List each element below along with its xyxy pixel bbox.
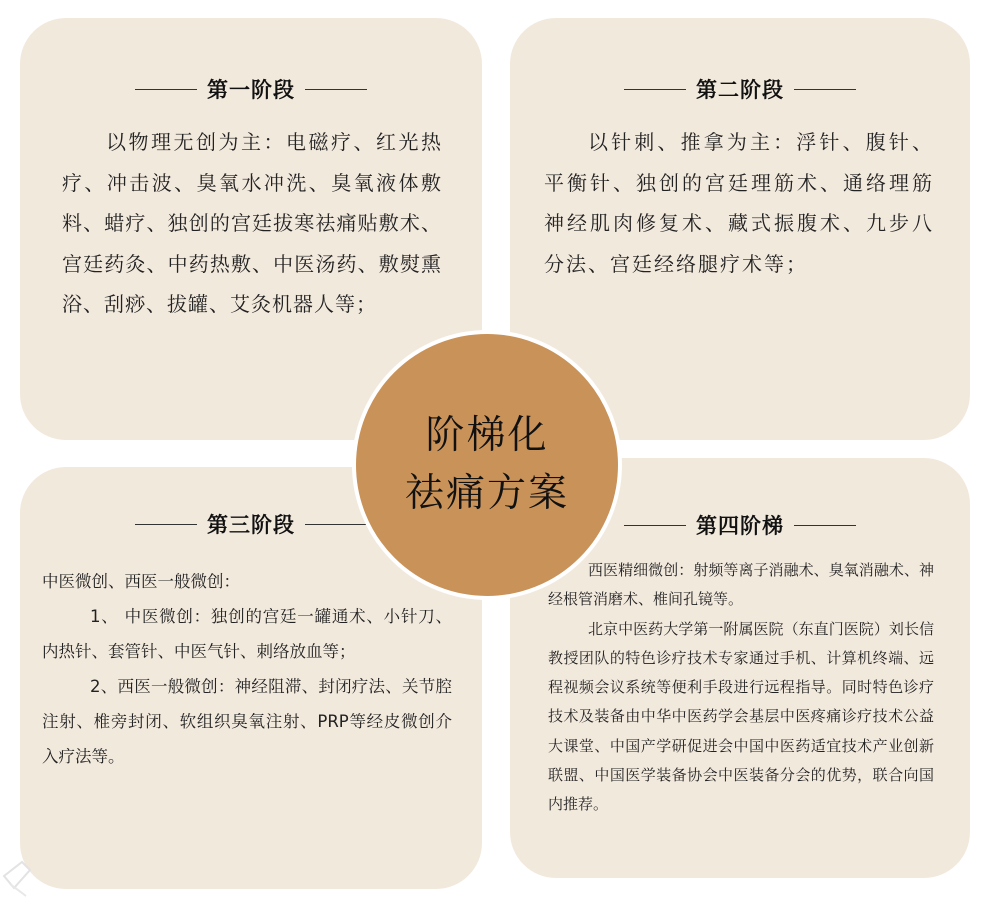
stage-1-description	[62, 122, 442, 325]
stage-2-heading	[510, 74, 970, 104]
heading-rule-left	[135, 524, 197, 525]
stage-1-title: 第一阶段	[207, 78, 295, 102]
heading-rule-right	[794, 525, 856, 526]
stage-3-intro: 中医微创、西医一般微创：	[42, 572, 240, 591]
stage-4-title: 第四阶梯	[696, 514, 784, 538]
stage-4-paragraph-2: 北京中医药大学第一附属医院（东直门医院）刘长信教授团队的特色诊疗技术专家通过手机、计算机终端、远程视频会议系统等便利手段进行远程指导。同时特色诊疗技术及装备由中华中医药学会基层中医疼痛诊疗技术公益大课堂、中国产学研促进会中国中医药适宜技术产业创新联盟、中国医学装备协会中医装备分会的优势，联合向国内推荐。	[548, 619, 934, 814]
center-circle	[352, 330, 622, 600]
stage-2-text: 以针刺、推拿为主：浮针、腹针、平衡针、独创的宫廷理筋术、通络理筋神经肌肉修复术、藏式振腹术、九步八分法、宫廷经络腿疗术等；	[544, 130, 934, 276]
stage-3-item-1: 1、 中医微创：独创的宫廷一罐通术、小针刀、内热针、套管针、中医气针、刺络放血等；	[42, 607, 452, 661]
heading-rule-right	[305, 524, 367, 525]
heading-rule-right	[794, 89, 856, 90]
corner-decoration-icon	[0, 836, 46, 906]
center-title-line-2: 祛痛方案	[404, 471, 569, 516]
stage-3-description	[42, 564, 452, 774]
heading-rule-left	[624, 525, 686, 526]
stage-2-title: 第二阶段	[696, 78, 784, 102]
heading-rule-left	[624, 89, 686, 90]
stage-2-description	[544, 122, 934, 284]
stage-1-text: 以物理无创为主：电磁疗、红光热疗、冲击波、臭氧水冲洗、臭氧液体敷料、蜡疗、独创的宫廷拔寒祛痛贴敷术、宫廷药灸、中药热敷、中医汤药、敷熨熏浴、刮痧、拔罐、艾灸机器人等；	[62, 130, 442, 316]
center-title-line-1: 阶梯化	[425, 413, 549, 458]
heading-rule-right	[305, 89, 367, 90]
stage-1-heading	[20, 74, 482, 104]
stage-3-item-2: 2、西医一般微创：神经阻滞、封闭疗法、关节腔注射、椎旁封闭、软组织臭氧注射、PRP等经皮微创介入疗法等。	[42, 677, 452, 766]
stage-4-description	[548, 556, 934, 820]
heading-rule-left	[135, 89, 197, 90]
stage-3-title: 第三阶段	[207, 513, 295, 537]
stage-4-paragraph-1: 西医精细微创：射频等离子消融术、臭氧消融术、神经根管消磨术、椎间孔镜等。	[548, 561, 934, 609]
